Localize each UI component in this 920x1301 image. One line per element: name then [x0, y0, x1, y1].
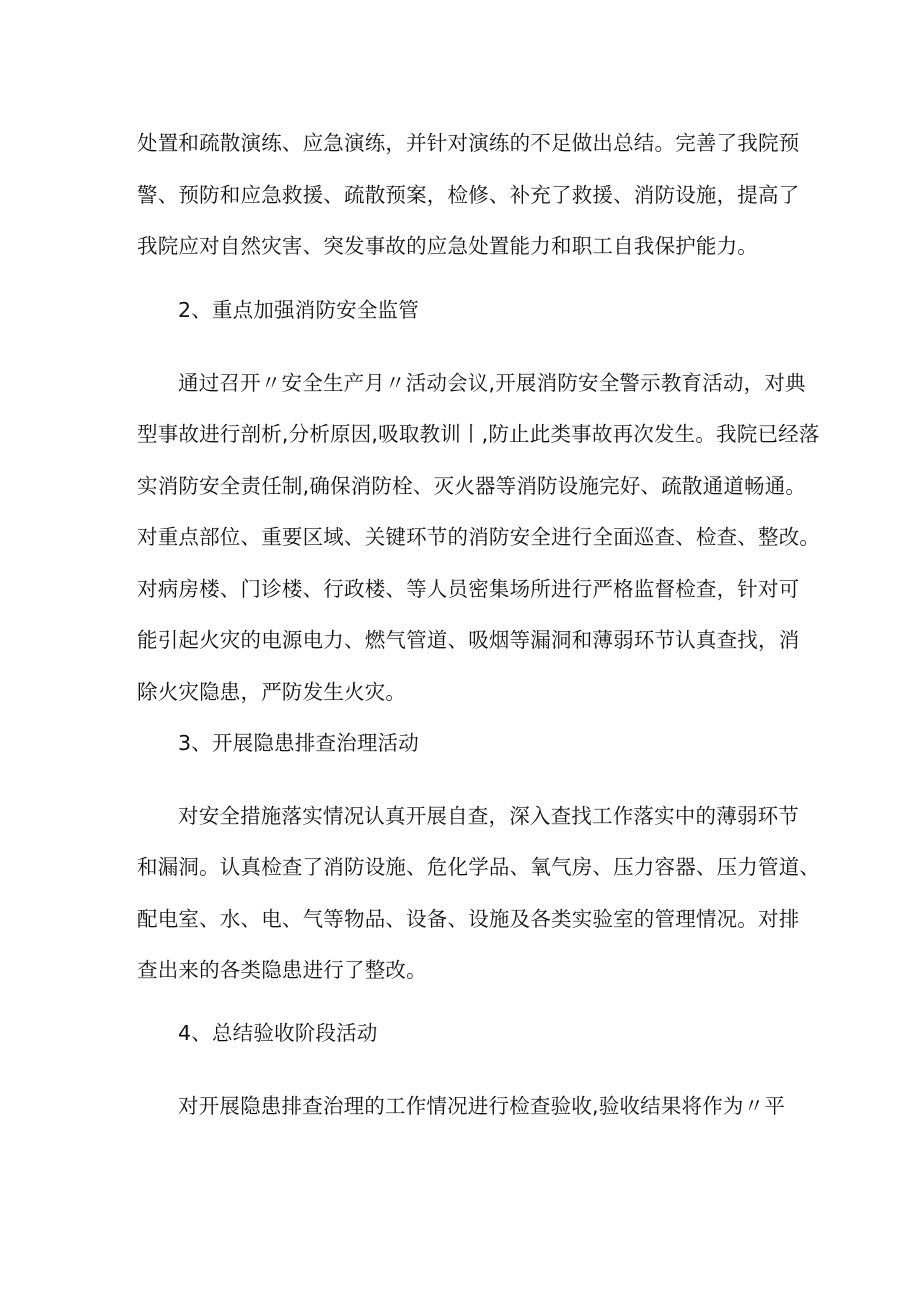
- paragraph-line: 对重点部位、重要区域、关键环节的消防安全进行全面巡查、检查、整改。: [137, 525, 821, 549]
- section-heading: 3、开展隐患排查治理活动: [178, 731, 419, 755]
- paragraph-line: 对病房楼、门诊楼、行政楼、等人员密集场所进行严格监督检查，针对可: [137, 577, 800, 601]
- paragraph-line: 我院应对自然灾害、突发事故的应急处置能力和职工自我保护能力。: [137, 234, 758, 258]
- paragraph-line: 警、预防和应急救援、疏散预案，检修、补充了救援、消防设施，提高了: [137, 183, 800, 207]
- paragraph-line: 查出来的各类隐患进行了整改。: [137, 958, 427, 982]
- paragraph-line: 通过召开〃安全生产月〃活动会议,开展消防安全警示教育活动，对典: [178, 371, 806, 395]
- paragraph-line: 除火灾隐患，严防发生火灾。: [137, 680, 407, 704]
- paragraph-line: 对安全措施落实情况认真开展自查，深入查找工作落实中的薄弱环节: [178, 804, 799, 828]
- paragraph-line: 处置和疏散演练、应急演练，并针对演练的不足做出总结。完善了我院预: [137, 131, 800, 155]
- paragraph-line: 能引起火灾的电源电力、燃气管道、吸烟等漏洞和薄弱环节认真查找，消: [137, 628, 800, 652]
- paragraph-line: 型事故进行剖析,分析原因,吸取教训丨,防止此类事故再次发生。我院已经落: [137, 422, 820, 446]
- paragraph-line: 实消防安全责任制,确保消防栓、灭火器等消防设施完好、疏散通道畅通。: [137, 474, 807, 498]
- section-heading: 2、重点加强消防安全监管: [178, 298, 419, 322]
- section-heading: 4、总结验收阶段活动: [178, 1021, 378, 1045]
- paragraph-line: 和漏洞。认真检查了消防设施、危化学品、氧气房、压力容器、压力管道、: [137, 855, 821, 879]
- paragraph-line: 对开展隐患排查治理的工作情况进行检查验收,验收结果将作为〃平: [178, 1094, 786, 1118]
- paragraph-line: 配电室、水、电、气等物品、设备、设施及各类实验室的管理情况。对排: [137, 907, 800, 931]
